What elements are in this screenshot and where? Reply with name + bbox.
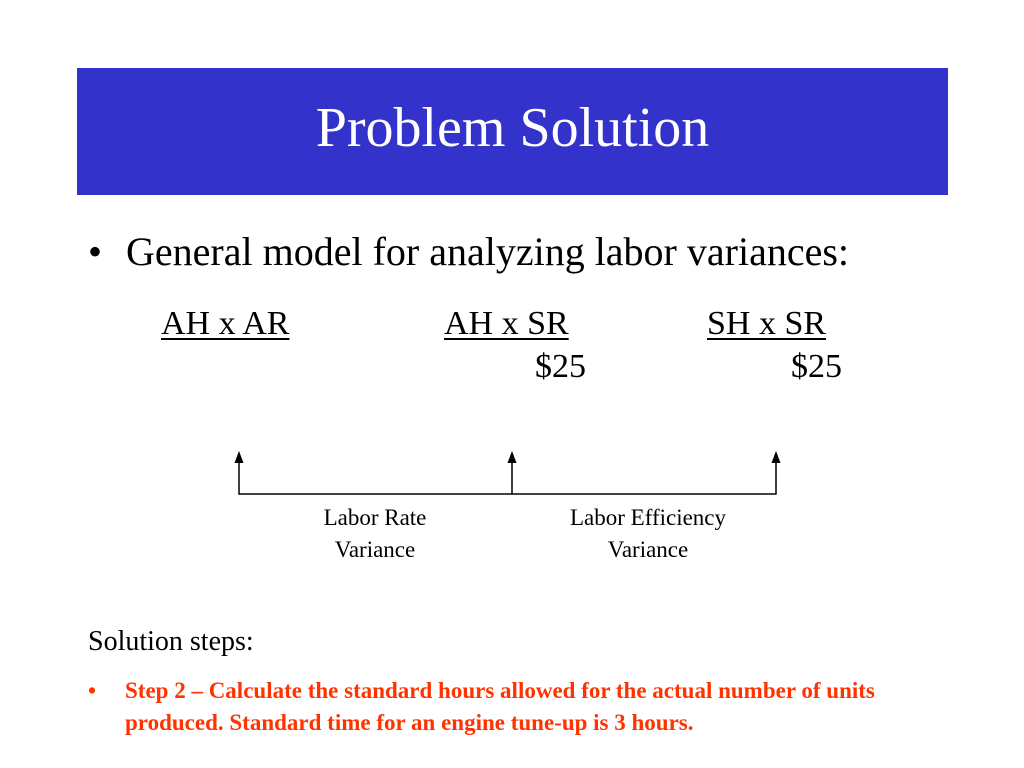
bracket-line — [239, 461, 776, 494]
bullet-marker: • — [88, 229, 103, 274]
middle-arrowhead — [508, 451, 517, 463]
labor-rate-variance-label — [295, 502, 455, 566]
price-right: $25 — [791, 348, 842, 385]
slide-title: Problem Solution — [315, 96, 710, 159]
formula-actual-cost: AH x AR — [161, 305, 290, 342]
right-arrowhead — [772, 451, 781, 463]
step-text: Step 2 – Calculate the standard hours allowed for the actual number of units produced. Standard time for an engine tune-up is 3 hours. — [125, 678, 875, 735]
left-arrowhead — [235, 451, 244, 463]
labor-rate-variance-line2: Variance — [334, 537, 416, 562]
step-bullet-marker: • — [88, 678, 97, 703]
price-middle: $25 — [535, 348, 586, 385]
step-item — [88, 675, 968, 739]
labor-efficiency-variance-line2: Variance — [607, 537, 689, 562]
solution-steps-heading: Solution steps: — [88, 626, 254, 657]
labor-efficiency-variance-line1: Labor Efficiency — [569, 505, 727, 530]
labor-rate-variance-line1: Labor Rate — [323, 505, 427, 530]
main-bullet-text: General model for analyzing labor variances: — [126, 229, 850, 274]
formula-actual-hours-standard-rate: AH x SR — [444, 305, 569, 342]
labor-efficiency-variance-label — [538, 502, 758, 566]
formula-standard-cost: SH x SR — [707, 305, 827, 342]
